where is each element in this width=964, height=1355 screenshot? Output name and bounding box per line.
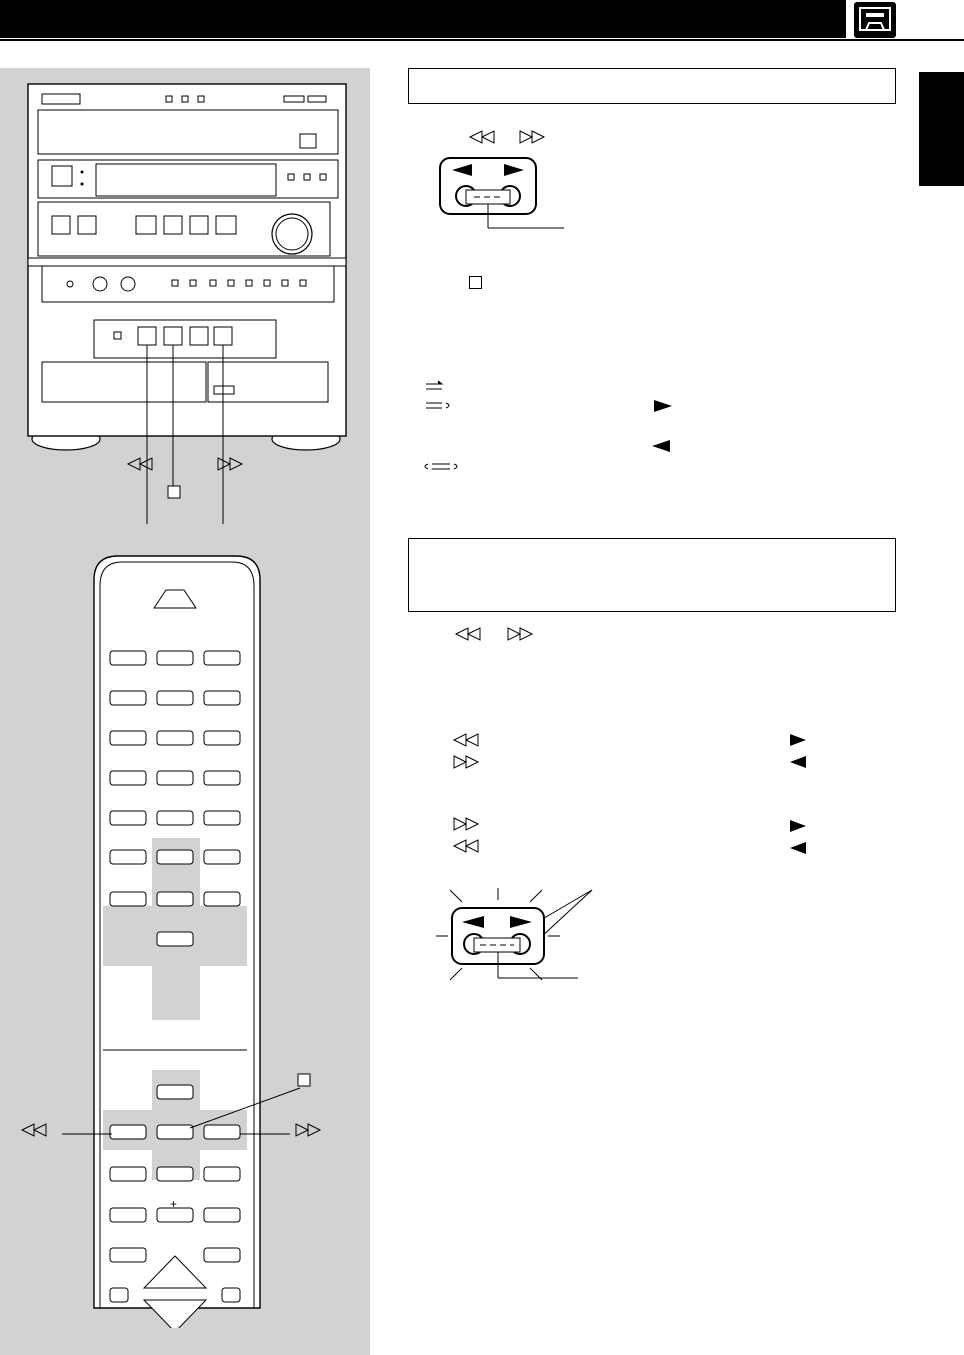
fast-forward-icon (218, 458, 242, 470)
reverse-arrow-icon (652, 440, 670, 452)
remote-stop-icon (298, 1074, 310, 1086)
language-tab (919, 72, 964, 186)
stop-icon (469, 276, 482, 289)
remote-control-illustration (0, 548, 370, 1328)
cassette-icon (854, 2, 896, 38)
forward-arrow-icon (654, 400, 672, 412)
mode-icons (420, 376, 720, 476)
section-1-rewind-ff-icons (460, 128, 560, 146)
section-1-title-box (408, 68, 896, 104)
header-bar (0, 0, 846, 38)
stop-icon (168, 486, 180, 498)
illustration-panel (0, 68, 370, 1355)
remote-plus-label: + (170, 1197, 178, 1211)
section-2-title-box (408, 538, 896, 612)
main-unit-illustration (0, 68, 370, 568)
cassette-display-illustration (430, 152, 580, 240)
section-2-rewind-ff-icons (450, 625, 550, 643)
rewind-icon (128, 458, 152, 470)
blinking-cassette-display-illustration (432, 886, 602, 996)
remote-rewind-icon (22, 1124, 46, 1136)
header-rule (0, 39, 964, 41)
direction-table-icons (440, 730, 840, 860)
remote-fast-forward-icon (296, 1124, 320, 1136)
